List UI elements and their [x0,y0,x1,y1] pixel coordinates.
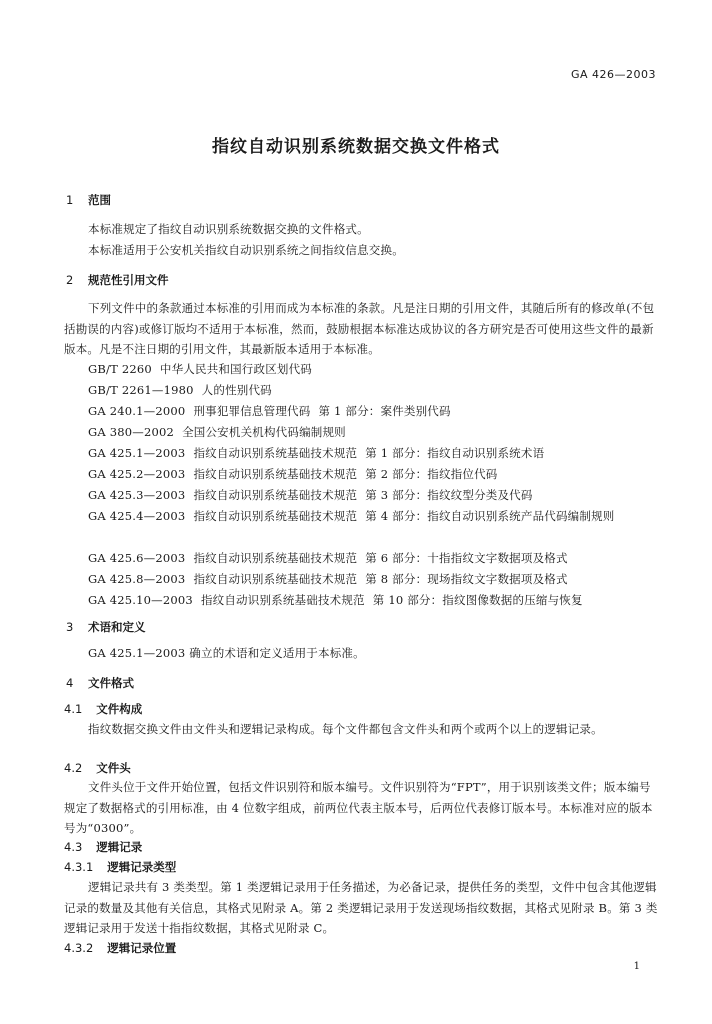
section-title: 规范性引用文件 [88,273,169,287]
reference-code: GA 425.10—2003 [88,593,193,607]
reference-item [64,443,658,464]
reference-title: 指纹自动识别系统基础技术规范 [193,551,358,565]
subsection-4-1-para: 指纹数据交换文件由文件头和逻辑记录构成。每个文件都包含文件头和两个或两个以上的逻辑记录。 [88,722,603,736]
document-title: 指纹自动识别系统数据交换文件格式 [212,137,500,157]
reference-code: GA 380—2002 [88,425,175,439]
reference-code: GA 425.6—2003 [88,551,186,565]
reference-title: 刑事犯罪信息管理代码 [193,404,311,418]
section-title: 文件格式 [88,676,134,690]
reference-item [64,464,658,485]
reference-item [64,506,658,527]
section-1-para-1: 本标准规定了指纹自动识别系统数据交换的文件格式。 [88,222,369,236]
reference-part: 第 8 部分：现场指纹文字数据项及格式 [365,572,568,586]
reference-title: 指纹自动识别系统基础技术规范 [193,488,358,502]
reference-item [64,380,658,401]
reference-part: 第 3 部分：指纹纹型分类及代码 [365,488,533,502]
reference-part: 第 6 部分：十指指纹文字数据项及格式 [365,551,568,565]
reference-title: 人的性别代码 [201,383,272,397]
reference-code: GA 240.1—2000 [88,404,186,418]
reference-code: GA 425.3—2003 [88,488,186,502]
subsection-4-2-heading [64,760,131,776]
reference-item [64,359,658,380]
section-3-para: GA 425.1—2003 确立的术语和定义适用于本标准。 [88,646,365,660]
subsection-title: 逻辑记录类型 [107,860,177,874]
section-1-para-2: 本标准适用于公安机关指纹自动识别系统之间指纹信息交换。 [88,243,404,257]
reference-code: GA 425.4—2003 [88,509,186,523]
section-title: 范围 [88,193,111,207]
section-number: 1 [66,193,74,207]
reference-item [64,590,658,611]
reference-part: 第 4 部分：指纹自动识别系统产品代码编制规则 [365,509,615,523]
section-number: 4 [66,676,74,690]
subsection-4-3-2-heading [64,940,176,956]
subsection-number: 4.2 [64,761,83,775]
section-3-heading [66,619,146,635]
reference-title: 指纹自动识别系统基础技术规范 [193,467,358,481]
subsection-title: 文件构成 [96,702,143,716]
section-2-intro: 下列文件中的条款通过本标准的引用而成为本标准的条款。凡是注日期的引用文件，其随后所有的修改单(不包括勘误的内容)或修订版均不适用于本标准，然而，鼓励根据本标准达成协议的各方研究是否可使用这些文件的最新版本。凡是不注日期的引用文件，其最新版本适用于本标准。 [64,301,655,356]
subsection-4-3-1-heading [64,859,176,875]
subsection-number: 4.3.1 [64,860,94,874]
subsection-title: 逻辑记录 [96,840,143,854]
page-number: 1 [633,961,640,972]
reference-code: GB/T 2260 [88,362,152,376]
subsection-4-1-heading [64,701,142,717]
reference-title: 指纹自动识别系统基础技术规范 [193,446,358,460]
section-title: 术语和定义 [88,620,146,634]
section-number: 2 [66,273,74,287]
reference-title: 中华人民共和国行政区划代码 [159,362,313,376]
section-1-heading [66,192,111,208]
reference-code: GA 425.8—2003 [88,572,186,586]
subsection-number: 4.1 [64,702,83,716]
subsection-4-3-1-para: 逻辑记录共有 3 类类型。第 1 类逻辑记录用于任务描述，为必备记录，提供任务的类型，文件中包含其他逻辑记录的数量及其他有关信息，其格式见附录 A。第 2 类逻辑记录用于发送现场指纹数据，其格式见附录 B。第 3 类逻辑记录用于发送十指指纹数据，其格式见附录 C。 [64,880,658,935]
reference-item [64,569,658,590]
reference-code: GA 425.1—2003 [88,446,186,460]
reference-part: 第 1 部分：指纹自动识别系统术语 [365,446,545,460]
reference-item [64,401,658,422]
section-4-heading [66,675,134,691]
reference-code: GB/T 2261—1980 [88,383,194,397]
reference-title: 指纹自动识别系统基础技术规范 [193,509,358,523]
subsection-number: 4.3 [64,840,83,854]
reference-part: 第 1 部分：案件类别代码 [318,404,451,418]
subsection-number: 4.3.2 [64,941,94,955]
reference-part: 第 10 部分：指纹图像数据的压缩与恢复 [372,593,583,607]
subsection-title: 文件头 [96,761,131,775]
document-code: GA 426—2003 [570,68,656,81]
reference-item [64,422,658,443]
reference-title: 指纹自动识别系统基础技术规范 [193,572,358,586]
reference-title: 指纹自动识别系统基础技术规范 [200,593,365,607]
reference-item [64,548,658,569]
subsection-title: 逻辑记录位置 [107,941,177,955]
subsection-4-3-heading [64,839,142,855]
reference-title: 全国公安机关机构代码编制规则 [182,425,346,439]
reference-code: GA 425.2—2003 [88,467,186,481]
subsection-4-2-para: 文件头位于文件开始位置，包括文件识别符和版本编号。文件识别符为“FPT”，用于识别该类文件；版本编号规定了数据格式的引用标准，由 4 位数字组成，前两位代表主版本号，后两位代表修订版本号。本标准对应的版本号为“0300”。 [64,780,653,835]
reference-item [64,485,658,506]
section-2-heading [66,272,169,288]
section-number: 3 [66,620,74,634]
reference-part: 第 2 部分：指纹指位代码 [365,467,498,481]
